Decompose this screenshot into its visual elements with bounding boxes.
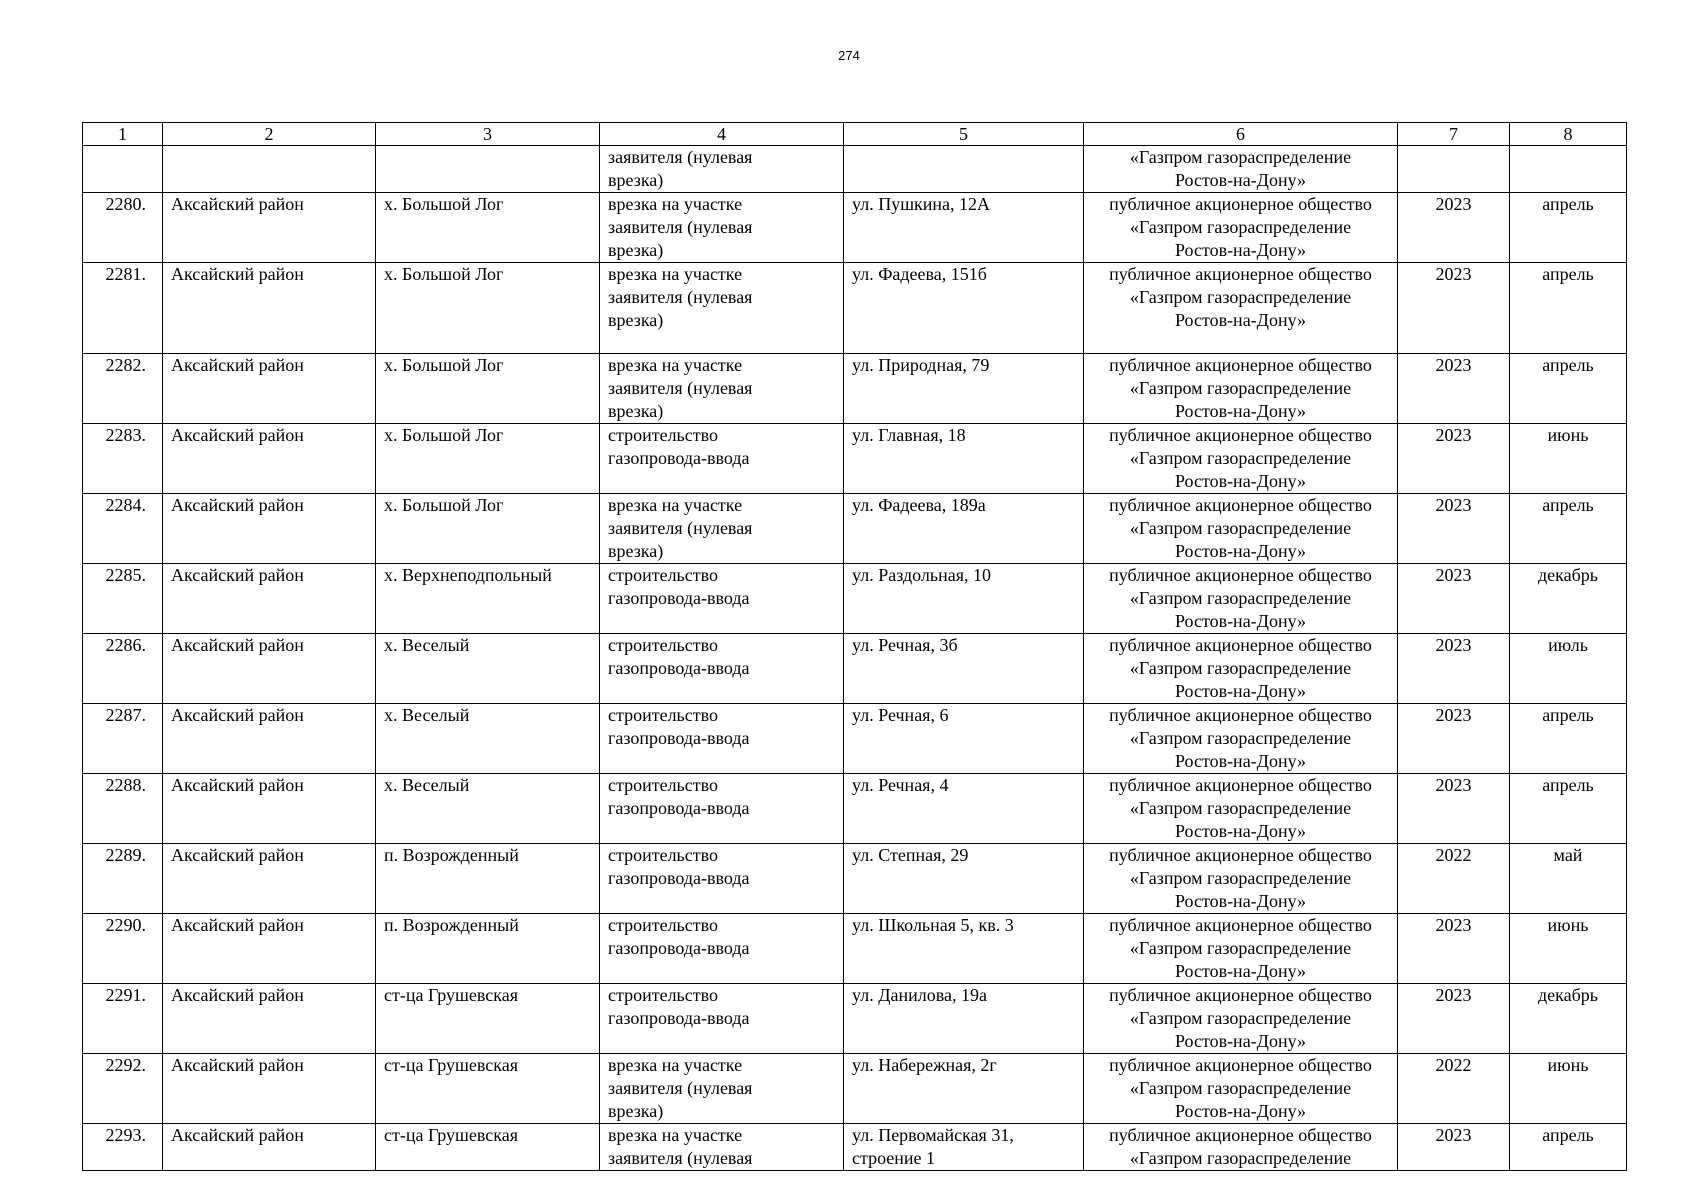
address-cell: ул. Школьная 5, кв. 3 <box>844 914 1084 984</box>
organization-cell: публичное акционерное общество «Газпром газораспределение Ростов-на-Дону» <box>1084 704 1398 774</box>
table-row <box>83 263 1627 354</box>
column-number: 7 <box>1398 123 1510 146</box>
year-cell: 2023 <box>1398 634 1510 704</box>
month-cell: апрель <box>1510 774 1627 844</box>
page-number: 274 <box>838 48 860 63</box>
year-cell: 2023 <box>1398 704 1510 774</box>
address-cell: ул. Данилова, 19а <box>844 984 1084 1054</box>
organization-cell: публичное акционерное общество «Газпром газораспределение Ростов-на-Дону» <box>1084 984 1398 1054</box>
locality-cell: х. Верхнеподпольный <box>376 564 600 634</box>
organization-cell: публичное акционерное общество «Газпром газораспределение Ростов-на-Дону» <box>1084 634 1398 704</box>
organization-cell: публичное акционерное общество «Газпром газораспределение Ростов-на-Дону» <box>1084 844 1398 914</box>
column-number: 6 <box>1084 123 1398 146</box>
address-cell: ул. Фадеева, 151б <box>844 263 1084 354</box>
column-number: 4 <box>600 123 844 146</box>
district-cell: Аксайский район <box>163 984 376 1054</box>
year-cell <box>1398 146 1510 193</box>
month-cell: апрель <box>1510 263 1627 354</box>
work-type-cell: строительство газопровода-ввода <box>600 774 844 844</box>
month-cell: декабрь <box>1510 564 1627 634</box>
table-row <box>83 844 1627 914</box>
row-number-cell: 2286. <box>83 634 163 704</box>
address-cell: ул. Пушкина, 12А <box>844 193 1084 263</box>
row-number-cell: 2285. <box>83 564 163 634</box>
address-cell: ул. Речная, 3б <box>844 634 1084 704</box>
month-cell: июнь <box>1510 424 1627 494</box>
year-cell: 2023 <box>1398 354 1510 424</box>
year-cell: 2023 <box>1398 564 1510 634</box>
year-cell: 2023 <box>1398 774 1510 844</box>
work-type-cell: строительство газопровода-ввода <box>600 634 844 704</box>
column-number: 5 <box>844 123 1084 146</box>
row-number-cell: 2284. <box>83 494 163 564</box>
district-cell: Аксайский район <box>163 564 376 634</box>
row-number-cell: 2292. <box>83 1054 163 1124</box>
table-row <box>83 1054 1627 1124</box>
table-row <box>83 494 1627 564</box>
month-cell: декабрь <box>1510 984 1627 1054</box>
year-cell: 2023 <box>1398 424 1510 494</box>
row-number-cell: 2282. <box>83 354 163 424</box>
district-cell: Аксайский район <box>163 1054 376 1124</box>
organization-cell: публичное акционерное общество «Газпром газораспределение Ростов-на-Дону» <box>1084 354 1398 424</box>
locality-cell: п. Возрожденный <box>376 914 600 984</box>
year-cell: 2023 <box>1398 984 1510 1054</box>
work-type-cell: врезка на участке заявителя (нулевая врезка) <box>600 1054 844 1124</box>
locality-cell <box>376 146 600 193</box>
organization-cell: публичное акционерное общество «Газпром газораспределение <box>1084 1124 1398 1171</box>
work-type-cell: врезка на участке заявителя (нулевая врезка) <box>600 263 844 354</box>
locality-cell: х. Веселый <box>376 774 600 844</box>
locality-cell: х. Большой Лог <box>376 193 600 263</box>
column-number: 3 <box>376 123 600 146</box>
work-type-cell: врезка на участке заявителя (нулевая врезка) <box>600 354 844 424</box>
table-row <box>83 564 1627 634</box>
organization-cell: публичное акционерное общество «Газпром газораспределение Ростов-на-Дону» <box>1084 424 1398 494</box>
table-row <box>83 354 1627 424</box>
district-cell: Аксайский район <box>163 774 376 844</box>
month-cell: май <box>1510 844 1627 914</box>
district-cell: Аксайский район <box>163 844 376 914</box>
locality-cell: ст-ца Грушевская <box>376 1054 600 1124</box>
organization-cell: «Газпром газораспределение Ростов-на-Дону» <box>1084 146 1398 193</box>
work-type-cell: строительство газопровода-ввода <box>600 844 844 914</box>
address-cell: ул. Главная, 18 <box>844 424 1084 494</box>
table-row <box>83 774 1627 844</box>
work-type-cell: строительство газопровода-ввода <box>600 914 844 984</box>
column-number: 1 <box>83 123 163 146</box>
organization-cell: публичное акционерное общество «Газпром газораспределение Ростов-на-Дону» <box>1084 1054 1398 1124</box>
table-row <box>83 193 1627 263</box>
locality-cell: п. Возрожденный <box>376 844 600 914</box>
work-type-cell: строительство газопровода-ввода <box>600 564 844 634</box>
row-number-cell: 2291. <box>83 984 163 1054</box>
locality-cell: ст-ца Грушевская <box>376 984 600 1054</box>
work-type-cell: врезка на участке заявителя (нулевая <box>600 1124 844 1171</box>
work-type-cell: врезка на участке заявителя (нулевая врезка) <box>600 193 844 263</box>
year-cell: 2022 <box>1398 1054 1510 1124</box>
column-number: 2 <box>163 123 376 146</box>
month-cell: апрель <box>1510 1124 1627 1171</box>
district-cell: Аксайский район <box>163 1124 376 1171</box>
month-cell: июль <box>1510 634 1627 704</box>
table-row <box>83 914 1627 984</box>
address-cell: ул. Степная, 29 <box>844 844 1084 914</box>
row-number-cell: 2287. <box>83 704 163 774</box>
row-number-cell: 2289. <box>83 844 163 914</box>
address-cell: ул. Набережная, 2г <box>844 1054 1084 1124</box>
district-cell: Аксайский район <box>163 494 376 564</box>
column-number: 8 <box>1510 123 1627 146</box>
address-cell: ул. Речная, 6 <box>844 704 1084 774</box>
row-number-cell: 2293. <box>83 1124 163 1171</box>
year-cell: 2022 <box>1398 844 1510 914</box>
work-type-cell: строительство газопровода-ввода <box>600 424 844 494</box>
month-cell <box>1510 146 1627 193</box>
table-row <box>83 704 1627 774</box>
month-cell: апрель <box>1510 494 1627 564</box>
organization-cell: публичное акционерное общество «Газпром газораспределение Ростов-на-Дону» <box>1084 774 1398 844</box>
row-number-cell: 2288. <box>83 774 163 844</box>
district-cell <box>163 146 376 193</box>
locality-cell: х. Большой Лог <box>376 494 600 564</box>
row-number-cell <box>83 146 163 193</box>
row-number-cell: 2283. <box>83 424 163 494</box>
district-cell: Аксайский район <box>163 424 376 494</box>
table-row <box>83 1124 1627 1171</box>
organization-cell: публичное акционерное общество «Газпром газораспределение Ростов-на-Дону» <box>1084 263 1398 354</box>
locality-cell: х. Веселый <box>376 634 600 704</box>
address-cell: ул. Фадеева, 189а <box>844 494 1084 564</box>
district-cell: Аксайский район <box>163 914 376 984</box>
continuation-row <box>83 146 1627 193</box>
table-row <box>83 424 1627 494</box>
locality-cell: х. Веселый <box>376 704 600 774</box>
month-cell: июнь <box>1510 914 1627 984</box>
locality-cell: ст-ца Грушевская <box>376 1124 600 1171</box>
district-cell: Аксайский район <box>163 634 376 704</box>
district-cell: Аксайский район <box>163 193 376 263</box>
year-cell: 2023 <box>1398 494 1510 564</box>
organization-cell: публичное акционерное общество «Газпром газораспределение Ростов-на-Дону» <box>1084 494 1398 564</box>
address-cell: ул. Раздольная, 10 <box>844 564 1084 634</box>
table-row <box>83 984 1627 1054</box>
row-number-cell: 2290. <box>83 914 163 984</box>
column-number-row <box>83 123 1627 146</box>
district-cell: Аксайский район <box>163 704 376 774</box>
address-cell <box>844 146 1084 193</box>
work-type-cell: заявителя (нулевая врезка) <box>600 146 844 193</box>
year-cell: 2023 <box>1398 914 1510 984</box>
address-cell: ул. Природная, 79 <box>844 354 1084 424</box>
work-type-cell: строительство газопровода-ввода <box>600 984 844 1054</box>
locality-cell: х. Большой Лог <box>376 263 600 354</box>
month-cell: апрель <box>1510 354 1627 424</box>
table-row <box>83 634 1627 704</box>
year-cell: 2023 <box>1398 193 1510 263</box>
register-table <box>82 122 1627 1171</box>
organization-cell: публичное акционерное общество «Газпром газораспределение Ростов-на-Дону» <box>1084 564 1398 634</box>
district-cell: Аксайский район <box>163 263 376 354</box>
work-type-cell: строительство газопровода-ввода <box>600 704 844 774</box>
address-cell: ул. Первомайская 31, строение 1 <box>844 1124 1084 1171</box>
row-number-cell: 2281. <box>83 263 163 354</box>
work-type-cell: врезка на участке заявителя (нулевая врезка) <box>600 494 844 564</box>
address-cell: ул. Речная, 4 <box>844 774 1084 844</box>
district-cell: Аксайский район <box>163 354 376 424</box>
year-cell: 2023 <box>1398 263 1510 354</box>
month-cell: апрель <box>1510 704 1627 774</box>
month-cell: апрель <box>1510 193 1627 263</box>
organization-cell: публичное акционерное общество «Газпром газораспределение Ростов-на-Дону» <box>1084 914 1398 984</box>
locality-cell: х. Большой Лог <box>376 354 600 424</box>
year-cell: 2023 <box>1398 1124 1510 1171</box>
locality-cell: х. Большой Лог <box>376 424 600 494</box>
row-number-cell: 2280. <box>83 193 163 263</box>
month-cell: июнь <box>1510 1054 1627 1124</box>
organization-cell: публичное акционерное общество «Газпром газораспределение Ростов-на-Дону» <box>1084 193 1398 263</box>
